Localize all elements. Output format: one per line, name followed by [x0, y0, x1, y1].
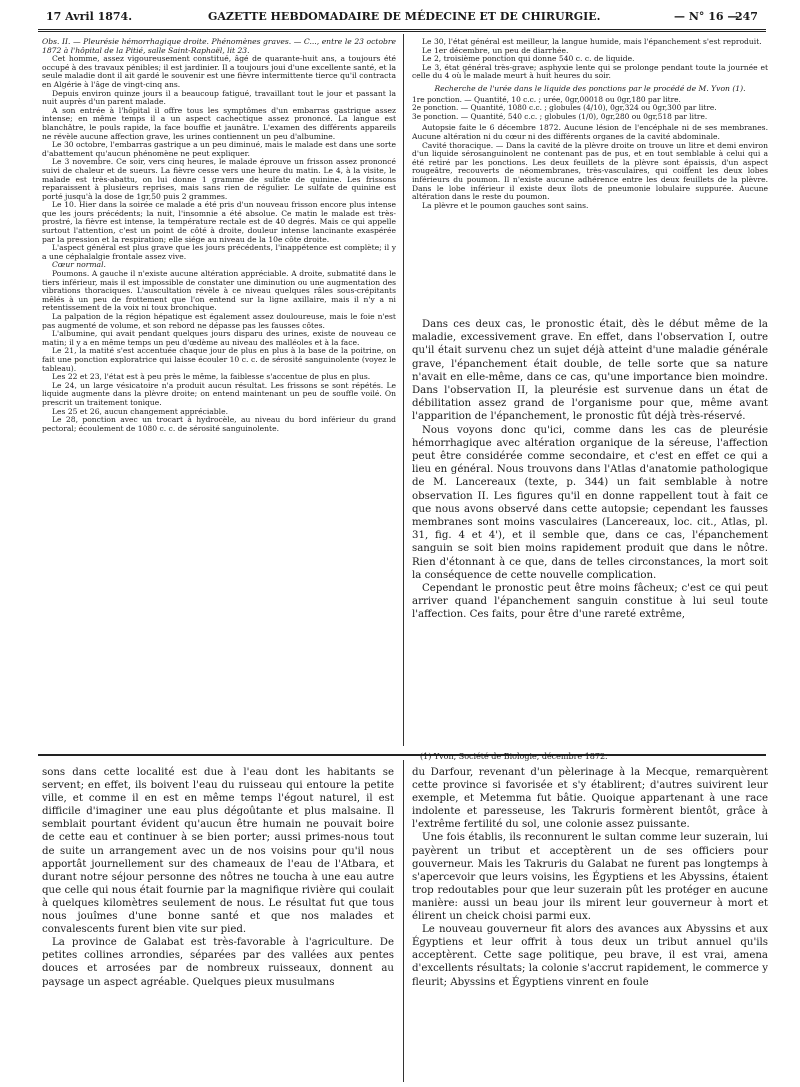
feuilleton-rule: [38, 754, 766, 756]
feuilleton-right: [412, 766, 768, 1082]
paragraph: Le 30, l'état général est meilleur, la langue humide, mais l'épanchement s'est reproduit.: [422, 38, 762, 46]
header-page-number: 247: [735, 10, 758, 23]
observation-continuation: [412, 38, 768, 313]
paragraph: Le 24, un large vésicatoire n'a produit aucun résultat. Les frissons se sont répétés. Le liquide augmente dans la plèvre droite; on entend maintenant un peu de souffle voilé. On prescrit un traitement tonique.: [42, 380, 396, 407]
table-row: 3e ponction. — Quantité, 540 c.c. ; globules (1/0), 0gr,280 ou 0gr,518 par litre.: [412, 111, 708, 121]
header-journal-title: GAZETTE HEBDOMADAIRE DE MÉDECINE ET DE CHIRURGIE.: [208, 10, 601, 23]
paragraph: L'aspect général est plus grave que les jours précédents, l'inappétence est complète; il y a une céphalalgie frontale assez vive.: [42, 243, 396, 261]
paragraph: Le 10. Hier dans la soirée ce malade a été pris d'un nouveau frisson encore plus intense que les jours précédents; la nuit, l'insomnie a été absolue. Ce matin le malade est très-prostré, la fièvre est intense, la température rectale est de 40 degrés. Mais ce qui appelle surtout l'attention, c'est un point de côté à droite, douleur intense lancinante exaspérée par la pression et la respiration; elle siége au niveau de la 10e côte droite.: [42, 200, 396, 244]
paragraph: Le 28, ponction avec un trocart à hydrocèle, au niveau du bord inférieur du grand pectoral; écoulement de 1080 c. c. de sérosité sanguinolente.: [42, 415, 396, 433]
table-row: 2e ponction. — Quantité, 1080 c.c. ; globules (4/10), 0gr,324 ou 0gr,300 par litre.: [412, 103, 717, 113]
paragraph: Nous voyons donc qu'ici, comme dans les cas de pleurésie hémorrhagique avec altération organique de la séreuse, l'affection peut être considérée comme secondaire, et c'est en effet ce qui a lieu en général. Nous trouvons dans l'Atlas d'anatomie pathologique de M. Lancereaux (texte, p. 344) un fait semblable à notre observation II. Les figures qu'il en donne rappellent tout à fait ce que nous avons observé dans cette autopsie; cependant les fausses membranes sont moins vasculaires (Lancereaux, loc. cit., Atlas, pl. 31, fig. 4 et 4'), et il semble que, dans ce cas, l'épanchement sanguin se soit bien moins rapidement produit que dans le nôtre. Rien d'étonnant à ce que, dans de telles circonstances, la mort soit la conséquence de cette nouvelle complication.: [412, 424, 768, 581]
paragraph: La palpation de la région hépatique est également assez douloureuse, mais le foie n'est pas augmenté de volume, et son rebord ne dépasse pas les fausses côtes.: [42, 312, 396, 330]
paragraph: du Darfour, revenant d'un pèlerinage à la Mecque, remarquèrent cette province si favorisée et s'y établirent; d'autres suivirent leur exemple, et Metemma fut bâtie. Quoique appartenant à une race indolente et paresseuse, les Takruris formèrent bientôt, grâce à l'extrême fertilité du sol, une colonie assez puissante.: [412, 767, 768, 831]
paragraph: La plèvre et le poumon gauches sont sains.: [422, 200, 589, 210]
paragraph: sons dans cette localité est due à l'eau dont les habitants se servent; en effet, ils boivent l'eau du ruisseau qui entoure la petite ville, et comme il en est en même temps l'égout naturel, il est difficile d'imaginer une eau plus dégoûtante et plus malsaine. Il semblait pourtant évident qu'aucun être humain ne pouvait boire de cette eau et continuer à se bien porter; aussi primes-nous tout de suite un arrangement avec un de nos voisins pour qu'il nous apportât journellement sur des chameaux de l'eau de l'Atbara, et durant notre séjour personne des nôtres ne toucha à une eau autre que celle qui nous était fournie par la magnifique rivière qui coulait à quelques kilomètres seulement de nous. Le résultat fut que tous nous jouîmes d'une bonne santé et que nos malades et convalescents furent bien vite sur pied.: [42, 767, 394, 936]
table-row: 1re ponction. — Quantité, 10 c.c. ; urée, 0gr,00018 ou 0gr,180 par litre.: [412, 94, 681, 104]
paragraph: Le 21, la matité s'est accentuée chaque jour de plus en plus à la base de la poitrine, on fait une ponction exploratrice qui laisse écouler 10 c. c. de sérosité sanguinolente (voyez le tableau).: [42, 346, 396, 373]
observation-column: [42, 38, 396, 750]
paragraph: Le 3 novembre. Ce soir, vers cinq heures, le malade éprouve un frisson assez prononcé suivi de chaleur et de sueurs. La fièvre cesse vers une heure du matin. Le 4, à la visite, le malade est très-abattu, on lui donne 1 gramme de sulfate de quinine. Les frissons reparaissent à plusieurs reprises, mais sans rien de régulier. Le sulfate de quinine est porté jusqu'à la dose de 1gr,50 puis 2 grammes.: [42, 157, 396, 201]
running-header: [38, 10, 766, 26]
paragraph: Cœur normal.: [52, 260, 106, 270]
footnote: (1) Yvon, Société de Biologie, décembre 1872.: [420, 752, 608, 761]
paragraph: Cavité thoracique. — Dans la cavité de la plèvre droite on trouve un litre et demi environ d'un liquide sérosanguinolent ne contenant pas de pus, et en tout semblable à celui qui a été retiré par les ponctions. Les deux feuillets de la plèvre sont épaissis, d'un aspect rougeâtre, recouverts de néomembranes, très-vasculaires, qui coiffent les deux lobes inférieurs du poumon. Il n'existe aucune adhérence entre les deux feuillets de la plèvre. Dans le lobe inférieur il existe deux îlots de pneumonie lobulaire suppurée. Aucune altération dans le reste du poumon.: [412, 140, 768, 202]
paragraph: L'albumine, qui avait pendant quelques jours disparu des urines, existe de nouveau ce matin; il y a en même temps un peu d'œdème au niveau des malléoles et à la face.: [42, 329, 396, 347]
paragraph: Dans ces deux cas, le pronostic était, dès le début même de la maladie, excessivement grave. En effet, dans l'observation I, outre qu'il était survenu chez un sujet déjà atteint d'une maladie générale grave, l'épanchement était double, de telle sorte que sa nature n'avait en elle-même, dans ce cas, qu'une importance bien moindre. Dans l'observation II, la pleurésie est survenue dans un état de débilitation assez grand de l'organisme pour que, même avant l'apparition de l'épanchement, le pronostic fût déjà très-réservé.: [412, 319, 768, 423]
paragraph: Les 22 et 23, l'état est à peu près le même, la faiblesse s'accentue de plus en plus.: [52, 372, 371, 382]
paragraph: Cet homme, assez vigoureusement constitué, âgé de quarante-huit ans, a toujours été occupé à des travaux pénibles; il est jardinier. Il a toujours joui d'une excellente santé, et la seule maladie dont il ait gardé le souvenir est une fièvre intermittente tierce qu'il contracta en Algérie à l'âge de vingt-cinq ans.: [42, 54, 396, 89]
paragraph: Le 2, troisième ponction qui donne 540 c. c. de liquide.: [422, 54, 635, 64]
paragraph: Le 3, état général très-grave; asphyxie lente qui se prolonge pendant toute la journée et celle du 4 où le malade meurt à huit heures du soir.: [412, 62, 768, 81]
obs-heading: Obs. II. — Pleurésie hémorrhagique droite. Phénomènes graves. — C..., entre le 23 octobre 1872 à l'hôpital de la Pitié, salle Saint-Raphaël, lit 23.: [42, 38, 396, 55]
header-rule-thin: [38, 31, 766, 32]
paragraph: Le 30 octobre, l'embarras gastrique a un peu diminué, mais le malade est dans une sorte d'abattement qu'aucun phénomène ne peut expliquer.: [42, 140, 396, 158]
paragraph: Une fois établis, ils reconnurent le sultan comme leur suzerain, lui payèrent un tribut et acceptèrent un de ses officiers pour gouverneur. Mais les Takruris du Galabat ne furent pas longtemps à s'apercevoir que leurs voisins, les Égyptiens et les Abyssins, étaient trop redoutables pour que leur suzerain pût les protéger en aucune manière: aussi un beau jour ils mirent leur gouverneur à mort et élirent un cheick choisi parmi eux.: [412, 832, 768, 923]
column-divider-top: [403, 34, 404, 746]
table-title: Recherche de l'urée dans le liquide des ponctions par le procédé de M. Yvon (1).: [434, 83, 746, 93]
paragraph: Les 25 et 26, aucun changement appréciable.: [52, 406, 228, 416]
paragraph: Poumons. A gauche il n'existe aucune altération appréciable. A droite, submatité dans le tiers inférieur, mais il est impossible de constater une diminution ou une augmentation des vibrations thoraciques. L'auscultation révèle à ce niveau quelques râles sous-crépitants mêlés à un peu de frottement que l'on entend sur la ligne axillaire, mais il n'y a ni retentissement de la voix ni toux bronchique.: [42, 269, 396, 313]
paragraph: Le 1er décembre, un peu de diarrhée.: [422, 45, 569, 55]
paragraph: La province de Galabat est très-favorable à l'agriculture. De petites collines arrondies, séparées par des vallées aux pentes douces et arrosées par de nombreux ruisseaux, donnent au paysage un aspect agréable. Quelques pieux musulmans: [42, 937, 394, 988]
paragraph: Depuis environ quinze jours il a beaucoup fatigué, travaillant tout le jour et passant la nuit auprès d'un parent malade.: [42, 88, 396, 107]
header-issue-number: — N° 16 —: [674, 10, 739, 23]
header-date: 17 Avril 1874.: [46, 10, 133, 23]
column-divider-bottom: [403, 760, 404, 1082]
urea-table: [412, 96, 768, 122]
discussion-column: [412, 318, 768, 742]
paragraph: Le nouveau gouverneur fit alors des avances aux Abyssins et aux Égyptiens et leur offrit à tous deux un tribut annuel qu'ils acceptèrent. Cette sage politique, peu brave, il est vrai, amena d'excellents résultats; la colonie s'accrut rapidement, le commerce y fleurit; Abyssins et Égyptiens vinrent en foule: [412, 924, 768, 988]
paragraph: A son entrée à l'hôpital il offre tous les symptômes d'un embarras gastrique assez intense; en même temps il a un aspect cachectique assez prononcé. La langue est blanchâtre, le pouls rapide, la face bouffie et jaunâtre. L'examen des différents appareils ne révèle aucune affection grave, les urines contiennent un peu d'albumine.: [42, 105, 396, 141]
paragraph: Autopsie faite le 6 décembre 1872. Aucune lésion de l'encéphale ni de ses membranes. Aucune altération ni du cœur ni des différents organes de la cavité abdominale.: [412, 123, 768, 141]
feuilleton-left: [42, 766, 394, 1082]
paragraph: Cependant le pronostic peut être moins fâcheux; c'est ce qui peut arriver quand l'épanchement sanguin constitue à lui seul toute l'affection. Ces faits, pour être d'une rareté extrême,: [412, 583, 768, 621]
header-rule: [38, 29, 766, 30]
